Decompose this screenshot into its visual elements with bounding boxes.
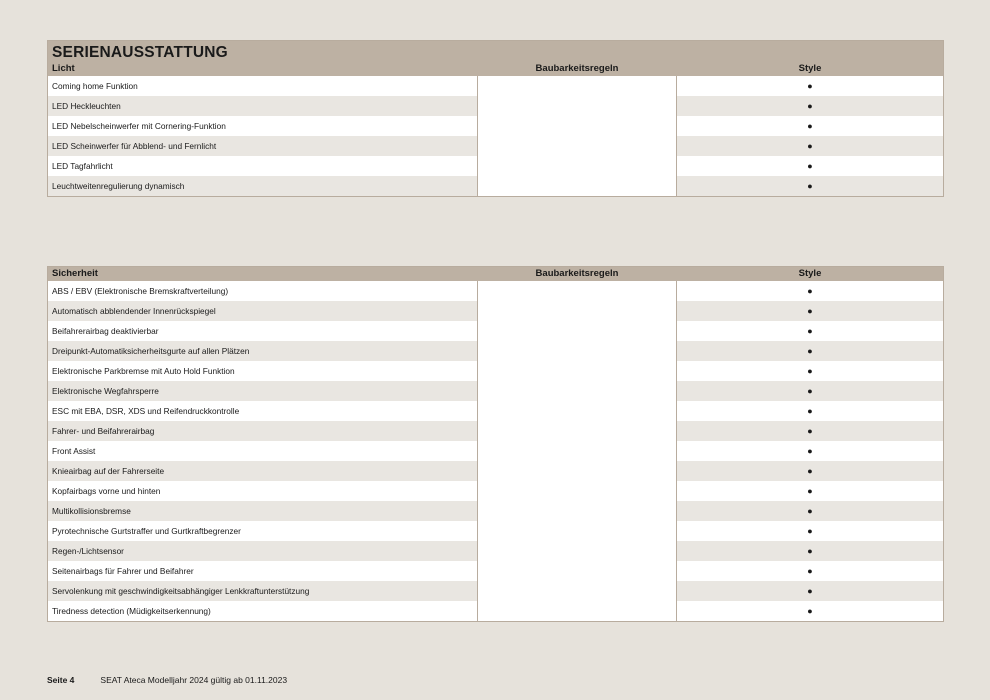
style-marker: ●: [807, 81, 813, 91]
table-row: [48, 361, 943, 381]
style-marker: ●: [807, 486, 813, 496]
feature-label: Automatisch abblendender Innenrückspiegel: [52, 306, 216, 316]
style-marker: ●: [807, 426, 813, 436]
table-licht: [47, 40, 944, 197]
feature-label: Kopfairbags vorne und hinten: [52, 486, 161, 496]
rule-cell: [477, 461, 677, 481]
style-marker: ●: [807, 606, 813, 616]
style-marker: ●: [807, 121, 813, 131]
rule-cell: [477, 361, 677, 381]
table-row: [48, 136, 943, 156]
table-row: [48, 561, 943, 581]
style-marker: ●: [807, 161, 813, 171]
column-header-category: Sicherheit: [52, 268, 98, 279]
rule-cell: [477, 581, 677, 601]
feature-label: Beifahrerairbag deaktivierbar: [52, 326, 159, 336]
feature-label: ESC mit EBA, DSR, XDS und Reifendruckkontrolle: [52, 406, 240, 416]
table-row: [48, 156, 943, 176]
table-header: [48, 267, 943, 281]
table-row: [48, 301, 943, 321]
feature-label: Front Assist: [52, 446, 96, 456]
table-row: [48, 401, 943, 421]
table-row: [48, 441, 943, 461]
style-marker: ●: [807, 286, 813, 296]
style-marker: ●: [807, 586, 813, 596]
rule-cell: [477, 96, 677, 116]
feature-label: Knieairbag auf der Fahrerseite: [52, 466, 165, 476]
table-row: [48, 541, 943, 561]
feature-label: Fahrer- und Beifahrerairbag: [52, 426, 155, 436]
style-marker: ●: [807, 326, 813, 336]
feature-label: Regen-/Lichtsensor: [52, 546, 124, 556]
feature-label: Elektronische Parkbremse mit Auto Hold Funktion: [52, 366, 235, 376]
style-marker: ●: [807, 306, 813, 316]
rule-cell: [477, 321, 677, 341]
table-row: [48, 501, 943, 521]
feature-label: LED Heckleuchten: [52, 101, 121, 111]
page-footer: [47, 675, 287, 685]
table-row: [48, 96, 943, 116]
style-marker: ●: [807, 386, 813, 396]
column-header-rules: Baubarkeitsregeln: [535, 268, 619, 279]
table-row: [48, 481, 943, 501]
column-header-style: Style: [798, 268, 822, 279]
feature-label: LED Nebelscheinwerfer mit Cornering-Funktion: [52, 121, 226, 131]
table-row: [48, 421, 943, 441]
table-row: [48, 341, 943, 361]
feature-label: Leuchtweitenregulierung dynamisch: [52, 181, 185, 191]
rule-cell: [477, 401, 677, 421]
column-header-rules: Baubarkeitsregeln: [535, 63, 619, 74]
feature-label: Seitenairbags für Fahrer und Beifahrer: [52, 566, 194, 576]
table-row: [48, 461, 943, 481]
style-marker: ●: [807, 346, 813, 356]
table-row: [48, 116, 943, 136]
style-marker: ●: [807, 466, 813, 476]
rule-cell: [477, 381, 677, 401]
section-title: SERIENAUSSTATTUNG: [48, 41, 943, 62]
table-row: [48, 76, 943, 96]
style-marker: ●: [807, 101, 813, 111]
page-number: Seite 4: [47, 675, 75, 685]
rule-cell: [477, 116, 677, 136]
style-marker: ●: [807, 546, 813, 556]
rule-cell: [477, 76, 677, 96]
feature-label: Multikollisionsbremse: [52, 506, 131, 516]
column-header-category: Licht: [52, 63, 75, 74]
table-row: [48, 381, 943, 401]
table-sicherheit: [47, 266, 944, 622]
feature-label: Servolenkung mit geschwindigkeitsabhängiger Lenkkraftunterstützung: [52, 586, 310, 596]
table-row: [48, 281, 943, 301]
style-marker: ●: [807, 446, 813, 456]
feature-label: Tiredness detection (Müdigkeitserkennung): [52, 606, 211, 616]
feature-label: ABS / EBV (Elektronische Bremskraftverteilung): [52, 286, 229, 296]
rule-cell: [477, 156, 677, 176]
rule-cell: [477, 501, 677, 521]
rule-cell: [477, 481, 677, 501]
style-marker: ●: [807, 181, 813, 191]
feature-label: Elektronische Wegfahrsperre: [52, 386, 159, 396]
column-header-style: Style: [798, 63, 822, 74]
rule-cell: [477, 561, 677, 581]
style-marker: ●: [807, 366, 813, 376]
style-marker: ●: [807, 566, 813, 576]
style-marker: ●: [807, 406, 813, 416]
feature-label: Coming home Funktion: [52, 81, 138, 91]
rule-cell: [477, 301, 677, 321]
style-marker: ●: [807, 141, 813, 151]
rule-cell: [477, 601, 677, 621]
style-marker: ●: [807, 506, 813, 516]
feature-label: LED Tagfahrlicht: [52, 161, 113, 171]
rule-cell: [477, 521, 677, 541]
table-header: [48, 62, 943, 76]
footer-text: SEAT Ateca Modelljahr 2024 gültig ab 01.11.2023: [100, 675, 288, 685]
feature-label: Dreipunkt-Automatiksicherheitsgurte auf allen Plätzen: [52, 346, 250, 356]
rule-cell: [477, 281, 677, 301]
rule-cell: [477, 176, 677, 196]
feature-label: LED Scheinwerfer für Abblend- und Fernlicht: [52, 141, 217, 151]
rule-cell: [477, 441, 677, 461]
table-row: [48, 581, 943, 601]
rule-cell: [477, 341, 677, 361]
rule-cell: [477, 541, 677, 561]
rule-cell: [477, 136, 677, 156]
table-row: [48, 176, 943, 196]
table-row: [48, 321, 943, 341]
table-row: [48, 521, 943, 541]
table-row: [48, 601, 943, 621]
rule-cell: [477, 421, 677, 441]
style-marker: ●: [807, 526, 813, 536]
feature-label: Pyrotechnische Gurtstraffer und Gurtkraftbegrenzer: [52, 526, 241, 536]
